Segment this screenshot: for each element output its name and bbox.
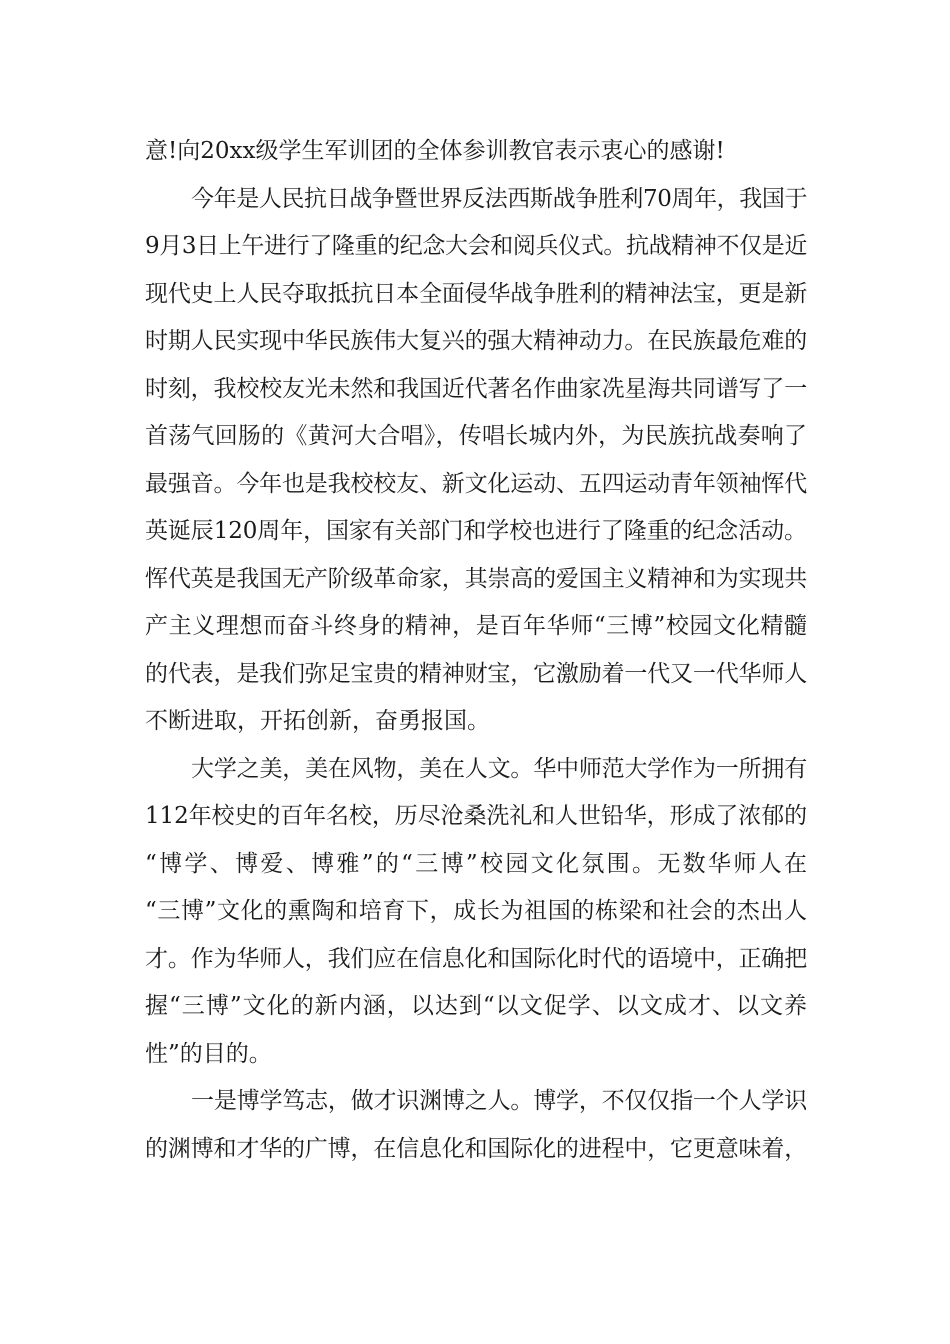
text-line: 时期人民实现中华民族伟大复兴的强大精神动力。在民族最危难的 xyxy=(145,328,807,354)
text-line: 意!向20xx级学生军训团的全体参训教官表示衷心的感谢! xyxy=(145,138,725,164)
text-line: 9月3日上午进行了隆重的纪念大会和阅兵仪式。抗战精神不仅是近 xyxy=(145,233,807,259)
text-line: 首荡气回肠的《黄河大合唱》，传唱长城内外，为民族抗战奏响了 xyxy=(145,423,807,449)
body-text xyxy=(145,128,807,1173)
text-line: 最强音。今年也是我校校友、新文化运动、五四运动青年领袖恽代 xyxy=(145,470,807,497)
text-line: 握“三博”文化的新内涵，以达到“以文促学、以文成才、以文养 xyxy=(145,993,807,1019)
text-line: 的代表，是我们弥足宝贵的精神财宝，它激励着一代又一代华师人 xyxy=(145,660,807,687)
text-line: 不断进取，开拓创新，奋勇报国。 xyxy=(145,708,490,734)
text-line: “三博”文化的熏陶和培育下，成长为祖国的栋梁和社会的杰出人 xyxy=(145,898,807,924)
text-line: 性”的目的。 xyxy=(145,1040,272,1067)
paragraph-start-line: 今年是人民抗日战争暨世界反法西斯战争胜利70周年，我国于 xyxy=(191,185,808,212)
text-line: 才。作为华师人，我们应在信息化和国际化时代的语境中，正确把 xyxy=(145,945,807,972)
text-line: 恽代英是我国无产阶级革命家，其崇高的爱国主义精神和为实现共 xyxy=(145,565,807,592)
text-line: 112年校史的百年名校，历尽沧桑洗礼和人世铅华，形成了浓郁的 xyxy=(145,803,807,829)
text-line: 产主义理想而奋斗终身的精神，是百年华师“三博”校园文化精髓 xyxy=(145,613,807,639)
paragraph-start-line: 一是博学笃志，做才识渊博之人。博学，不仅仅指一个人学识 xyxy=(191,1088,807,1114)
text-line: “博学、博爱、博雅”的“三博”校园文化氛围。无数华师人在 xyxy=(145,850,807,877)
text-line: 的渊博和才华的广博，在信息化和国际化的进程中，它更意味着， xyxy=(145,1135,807,1162)
text-line: 英诞辰120周年，国家有关部门和学校也进行了隆重的纪念活动。 xyxy=(145,518,807,544)
text-line: 时刻，我校校友光未然和我国近代著名作曲家冼星海共同谱写了一 xyxy=(145,375,807,402)
paragraph-start-line: 大学之美，美在风物，美在人文。华中师范大学作为一所拥有 xyxy=(191,755,807,782)
text-line: 现代史上人民夺取抵抗日本全面侵华战争胜利的精神法宝，更是新 xyxy=(145,280,807,307)
